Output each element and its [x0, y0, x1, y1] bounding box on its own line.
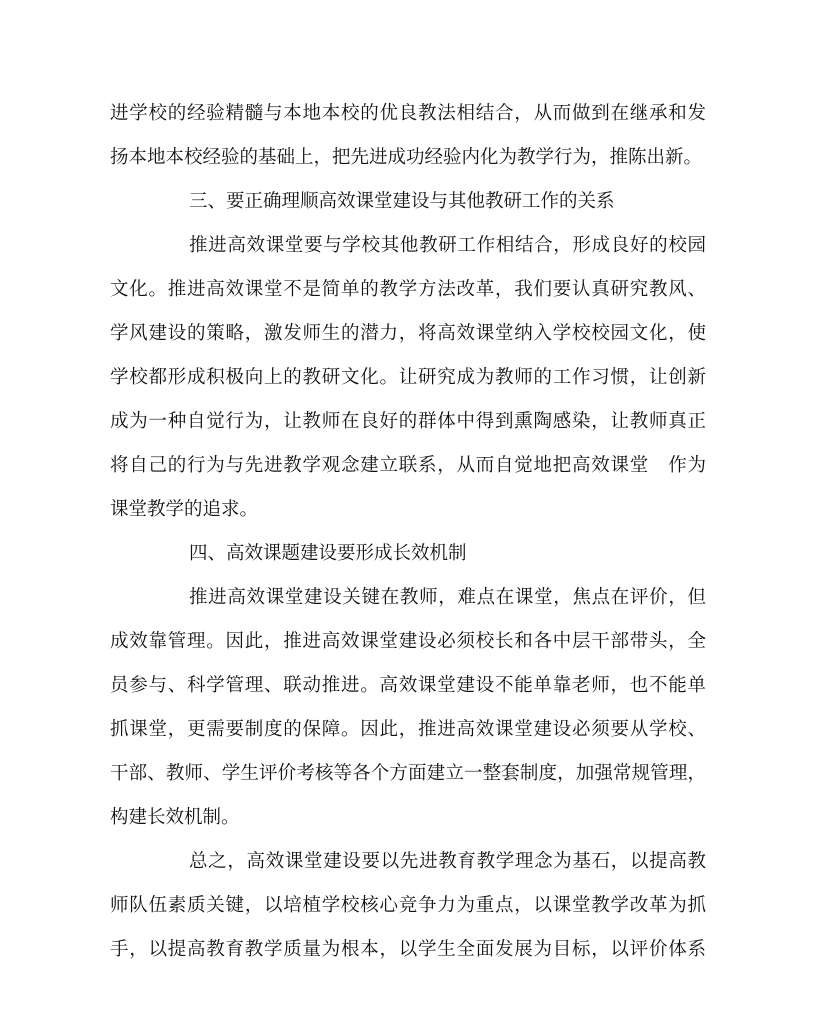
body-text-line: 文化。推进高效课堂不是简单的教学方法改革，我们要认真研究教风、	[110, 279, 706, 300]
body-text-line: 进学校的经验精髓与本地本校的优良教法相结合，从而做到在继承和发	[110, 103, 706, 124]
body-text-line: 课堂教学的追求。	[110, 499, 259, 520]
body-text-line: 推进高效课堂建设关键在教师，难点在课堂，焦点在评价，但	[189, 587, 706, 608]
body-text-line: 抓课堂，更需要制度的保障。因此，推进高效课堂建设必须要从学校、	[110, 719, 706, 740]
body-text-line: 手，以提高教育教学质量为根本，以学生全面发展为目标，以评价体系	[110, 939, 706, 960]
body-text-line: 构建长效机制。	[110, 807, 240, 828]
body-text-line: 成为一种自觉行为，让教师在良好的群体中得到熏陶感染，让教师真正	[110, 411, 706, 432]
section-heading: 三、要正确理顺高效课堂建设与其他教研工作的关系	[189, 191, 615, 212]
body-text-line: 成效靠管理。因此，推进高效课堂建设必须校长和各中层干部带头，全	[110, 631, 706, 652]
body-text-line: 员参与、科学管理、联动推进。高效课堂建设不能单靠老师，也不能单	[110, 675, 706, 696]
body-text-line: 总之，高效课堂建设要以先进教育教学理念为基石，以提高教	[189, 851, 706, 872]
body-text-line: 扬本地本校经验的基础上，把先进成功经验内化为教学行为，推陈出新。	[110, 147, 703, 168]
body-text-line: 干部、教师、学生评价考核等各个方面建立一整套制度，加强常规管理，	[110, 763, 706, 784]
body-text-line: 学风建设的策略，激发师生的潜力，将高效课堂纳入学校校园文化，使	[110, 323, 706, 344]
section-heading: 四、高效课题建设要形成长效机制	[189, 543, 467, 564]
body-text-line: 师队伍素质关键，以培植学校核心竞争力为重点，以课堂教学改革为抓	[110, 895, 706, 916]
body-text-line: 学校都形成积极向上的教研文化。让研究成为教师的工作习惯，让创新	[110, 367, 706, 388]
body-text-line: 将自己的行为与先进教学观念建立联系，从而自觉地把高效课堂 作为	[110, 455, 706, 476]
body-text-line: 推进高效课堂要与学校其他教研工作相结合，形成良好的校园	[189, 235, 706, 256]
